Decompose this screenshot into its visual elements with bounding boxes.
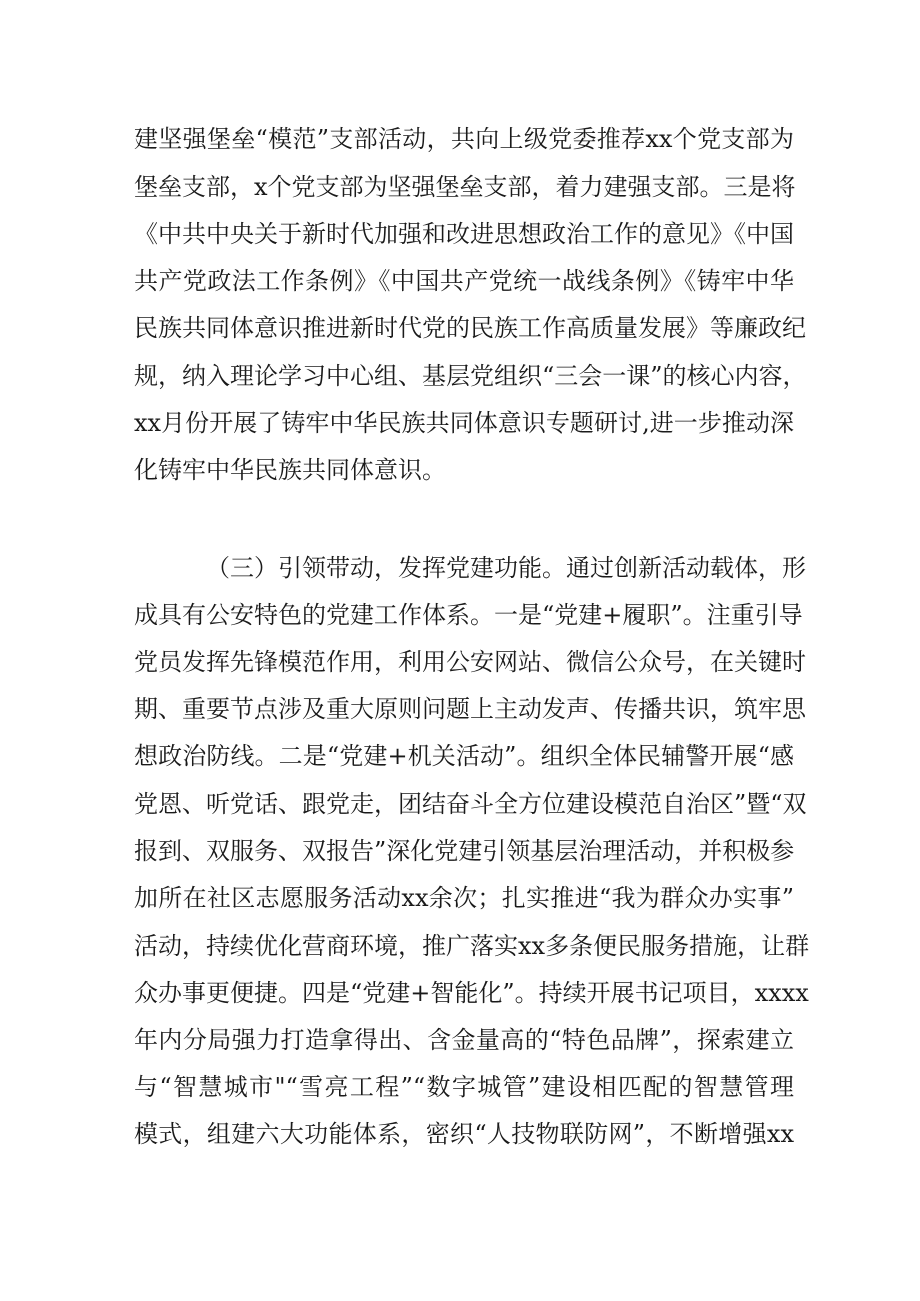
text-line: 民族共同体意识推进新时代党的民族工作高质量发展》等廉政纪	[134, 314, 806, 342]
text-line: 党恩、听党话、跟党走，团结奋斗全方位建设模范自治区”暨“双	[134, 790, 807, 818]
text-line: 年内分局强力打造拿得出、含金量高的“特色品牌”，探索建立	[134, 1026, 794, 1054]
text-line: 加所在社区志愿服务活动xx余次；扎实推进“我为群众办实事”	[134, 884, 794, 912]
text-line: 《中共中央关于新时代加强和改进思想政治工作的意见》《中国	[134, 220, 794, 248]
text-line: 规，纳入理论学习中心组、基层党组织“三会一课”的核心内容，	[134, 362, 807, 390]
text-line: 模式，组建六大功能体系，密织“人技物联防网”，不断增强xx	[134, 1120, 794, 1148]
text-line: xx月份开展了铸牢中华民族共同体意识专题研讨,进一步推动深	[134, 409, 794, 437]
text-line: 化铸牢中华民族共同体意识。	[134, 456, 446, 484]
text-line: 众办事更便捷。四是“党建+智能化”。持续开展书记项目，xxxx	[134, 979, 809, 1007]
text-line: 期、重要节点涉及重大原则问题上主动发声、传播共识，筑牢思	[134, 695, 806, 723]
text-line: 想政治防线。二是“党建+机关活动”。组织全体民辅警开展“感	[134, 742, 794, 770]
text-line: 堡垒支部，x个党支部为坚强堡垒支部，着力建强支部。三是将	[134, 173, 796, 201]
text-line: （三）引领带动，发挥党建功能。通过创新活动载体，形	[206, 554, 806, 582]
text-line: 报到、双服务、双报告”深化党建引领基层治理活动，并积极参	[134, 837, 795, 865]
text-line: 党员发挥先锋模范作用，利用公安网站、微信公众号，在关键时	[134, 648, 806, 676]
text-line: 共产党政法工作条例》《中国共产党统一战线条例》《铸牢中华	[134, 267, 794, 295]
text-line: 建坚强堡垒“模范”支部活动，共向上级党委推荐xx个党支部为	[134, 125, 794, 153]
text-line: 成具有公安特色的党建工作体系。一是“党建+履职”。注重引导	[134, 601, 803, 629]
text-line: 活动，持续优化营商环境，推广落实xx多条便民服务措施，让群	[134, 932, 810, 960]
text-line: 与“智慧城市"“雪亮工程”“数字城管”建设相匹配的智慧管理	[134, 1073, 794, 1101]
